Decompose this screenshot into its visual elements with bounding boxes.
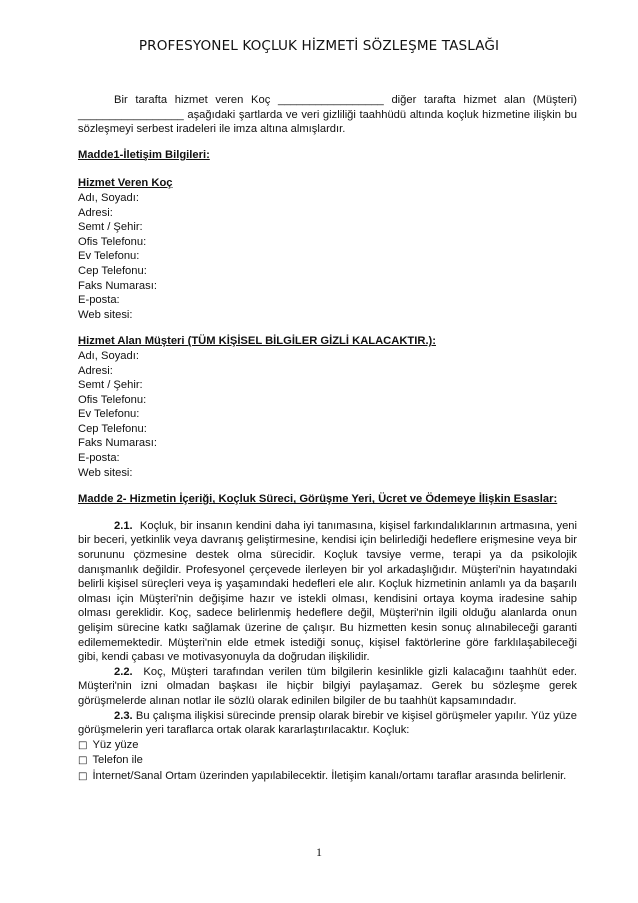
coach-fields: [78, 191, 577, 322]
client-field-city: Semt / Şehir:: [78, 379, 143, 392]
coach-field-name: Adı, Soyadı:: [78, 191, 139, 204]
spacer: [78, 507, 577, 519]
spacer: [78, 480, 577, 492]
client-field-home-phone: Ev Telefonu:: [78, 408, 140, 421]
coach-field-home-phone: Ev Telefonu:: [78, 250, 140, 263]
coach-field-office-phone: Ofis Telefonu:: [78, 235, 147, 248]
madde1-heading: Madde1-İletişim Bilgileri:: [78, 148, 210, 161]
intro-paragraph: Bir tarafta hizmet veren Koç _________________ diğer tarafta hizmet alan (Müşteri) _________________ aşağıdaki şartlarda ve veri gizliliği taahhüdü altında koçluk hizmetine ilişkin bu sözleşmeyi serbest iradeleri ile imza altına almışlardır.: [78, 94, 577, 136]
coach-field-email: E-posta:: [78, 294, 120, 307]
client-field-website: Web sitesi:: [78, 466, 133, 479]
section-2-3: [78, 709, 577, 738]
page-number: 1: [316, 845, 322, 859]
coach-field-city: Semt / Şehir:: [78, 221, 143, 234]
section-2-1-text: Koçluk, bir insanın kendini daha iyi tanımasına, kişisel farkındalıklarının artmasına, yeni bir beceri, yetkinlik veya davranış geliştirmesine, kendisi için belirlediği hedeflere erişmesine veya bir sorununu çözmesine destek olma sürecidir. Koçluk tavsiye verme, terapi ya da psikolojik danışmanlık değildir. Profesyonel çerçevede ilerleyen bir yol arkadaşlığıdır. Müşteri'nin hayatındaki belirli kişisel süreçleri veya iş yaşamındaki hedefleri ele alır. Koçluk hizmetinin anlamlı ya da başarılı olması için Müşteri'nin değişime hazır ve istekli olması, kendisini ortaya koyma iradesine sahip olması gereklidir. Koç, sadece belirlenmiş hedeflere değil, Müşteri'nin ilgili olduğu alanlarda onun gelişim sürecine katkı sağlamak üzerine de çalışır. Bu hizmetten kesin sonuç alınabileceği garanti edilememektedir. Müşteri'nin elde etmek istediği sonuç, kişisel faktörlerine göre farklılaşabileceği gibi, kendi çabası ve motivasyonuyla da doğrudan ilişkilidir.: [78, 519, 578, 664]
section-2-2-text: Koç, Müşteri tarafından verilen tüm bilgilerin kesinlikle gizli kalacağını taahhüt eder. Müşteri'nin izni olmadan başkası ile hiçbir bilgiyi paylaşamaz. Gerek bu sözleşme gerek görüşmelerde alınan notlar ile sözlü olarak edinilen bilgiler de bu taahhüt kapsamındadır.: [78, 665, 577, 707]
document-title: PROFESYONEL KOÇLUK HİZMETİ SÖZLEŞME TASLAĞI: [138, 38, 500, 54]
coach-heading: Hizmet Veren Koç: [78, 177, 173, 190]
checkbox-icon: □: [78, 755, 88, 767]
client-field-address: Adresi:: [78, 364, 113, 377]
client-field-mobile-phone: Cep Telefonu:: [78, 422, 147, 435]
madde2-heading: Madde 2- Hizmetin İçeriği, Koçluk Süreci, Görüşme Yeri, Ücret ve Ödemeye İlişkin Esaslar:: [78, 493, 558, 506]
client-field-fax: Faks Numarası:: [78, 437, 157, 450]
client-field-name: Adı, Soyadı:: [78, 349, 139, 362]
spacer: [78, 137, 577, 148]
section-2-3-number: 2.3.: [114, 709, 133, 722]
coach-field-mobile-phone: Cep Telefonu:: [78, 264, 147, 277]
checkbox-icon: □: [78, 739, 88, 751]
checkbox-icon: □: [78, 770, 88, 782]
coach-field-address: Adresi:: [78, 206, 113, 219]
section-2-1-number: 2.1.: [114, 519, 133, 532]
coach-field-website: Web sitesi:: [78, 308, 133, 321]
option-phone: [78, 753, 577, 769]
meeting-options: [78, 738, 577, 785]
option-label: Telefon ile: [92, 754, 143, 767]
section-2-1: [78, 519, 577, 665]
client-fields: [78, 349, 577, 480]
coach-field-fax: Faks Numarası:: [78, 279, 157, 292]
document-body: [78, 93, 577, 785]
option-label: Yüz yüze: [92, 738, 139, 751]
section-2-3-text: Bu çalışma ilişkisi sürecinde prensip olarak birebir ve kişisel görüşmeler yapılır. Yüz yüze görüşmelerin yeri taraflarca ortak olarak kararlaştırılacaktır. Koçluk:: [78, 709, 577, 737]
section-2-2: [78, 665, 577, 709]
option-face-to-face: [78, 738, 577, 754]
client-field-email: E-posta:: [78, 452, 120, 465]
option-internet: [78, 769, 577, 785]
spacer: [78, 162, 577, 176]
option-label: İnternet/Sanal Ortam üzerinden yapılabilecektir. İletişim kanalı/ortamı taraflar arasında belirlenir.: [92, 769, 567, 782]
client-field-office-phone: Ofis Telefonu:: [78, 393, 147, 406]
client-heading: Hizmet Alan Müşteri (TÜM KİŞİSEL BİLGİLER GİZLİ KALACAKTIR.):: [78, 335, 436, 348]
section-2-2-number: 2.2.: [114, 665, 133, 678]
spacer: [78, 322, 577, 334]
